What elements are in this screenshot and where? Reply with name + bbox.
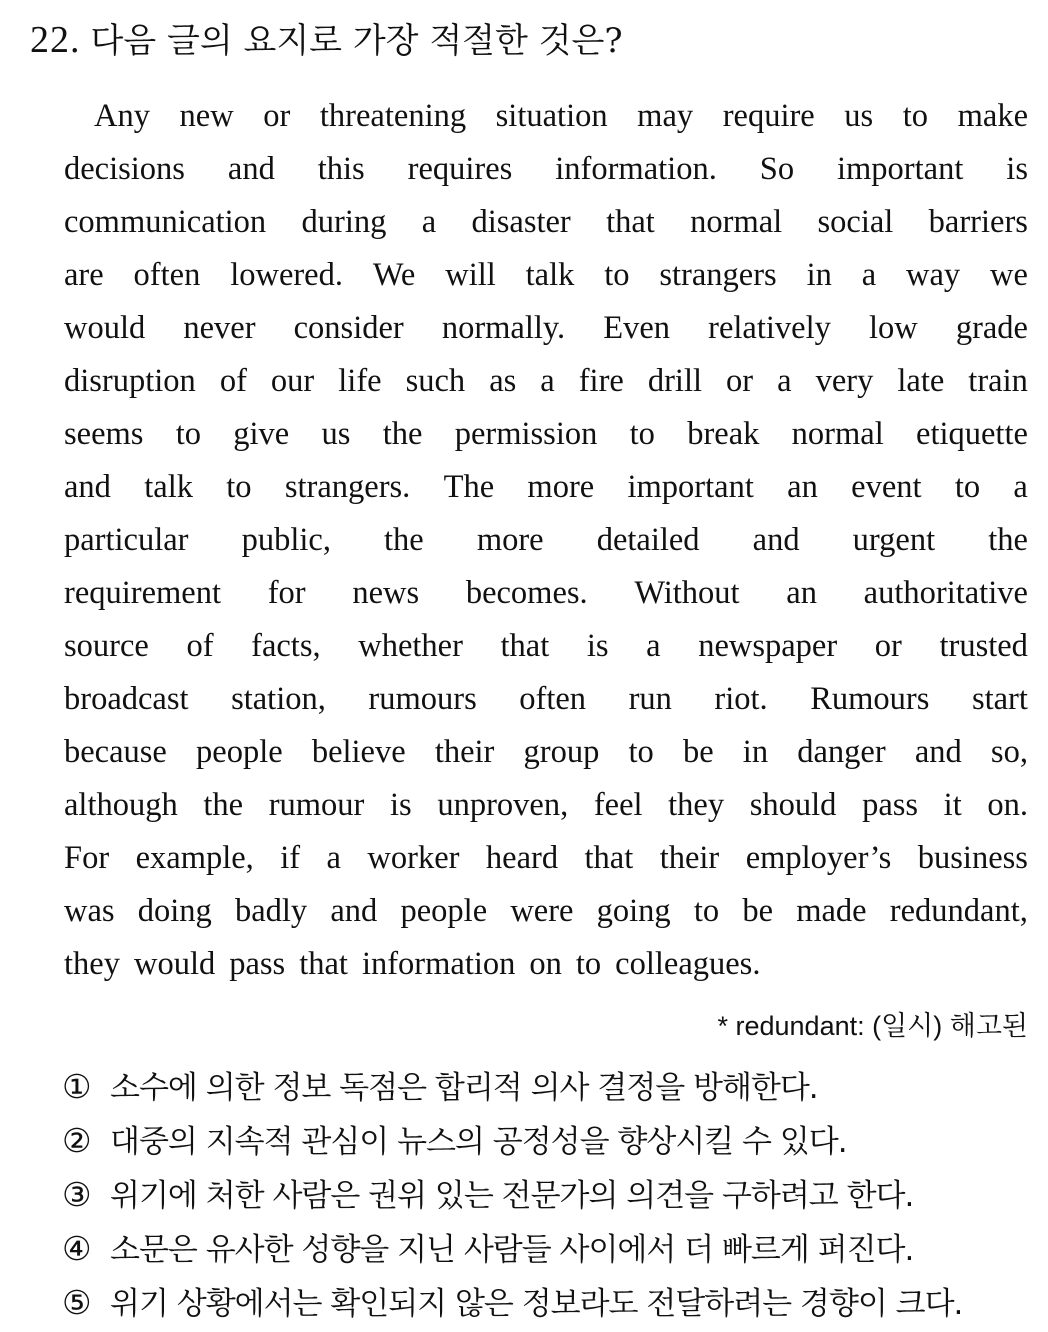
passage-line: disruption of our life such as a fire drill or a very late train [64, 363, 1028, 399]
vocabulary-footnote: * redundant: (일시) 해고된 [717, 1011, 1028, 1041]
reading-passage [64, 90, 1028, 991]
passage-line: because people believe their group to be in danger and so, [64, 734, 1028, 770]
passage-line: decisions and this requires information. So important is [64, 151, 1028, 187]
option-text: 위기에 처한 사람은 권위 있는 전문가의 의견을 구하려고 한다. [110, 1178, 914, 1214]
passage-line: and talk to strangers. The more important an event to a [64, 469, 1028, 505]
passage-line: would never consider normally. Even relatively low grade [64, 310, 1028, 346]
option-text: 소수에 의한 정보 독점은 합리적 의사 결정을 방해한다. [110, 1070, 818, 1106]
answer-options [62, 1060, 1032, 1330]
option-number: ④ [62, 1229, 91, 1268]
passage-line: was doing badly and people were going to be made redundant, [64, 893, 1028, 929]
passage-line: they would pass that information on to colleagues. [64, 946, 761, 982]
passage-line: are often lowered. We will talk to strangers in a way we [64, 257, 1028, 293]
option-number: ⑤ [62, 1283, 91, 1322]
passage-line: For example, if a worker heard that their employer’s business [64, 840, 1028, 876]
passage-line: Any new or threatening situation may require us to make [94, 98, 1028, 134]
passage-line: seems to give us the permission to break normal etiquette [64, 416, 1028, 452]
passage-line: communication during a disaster that normal social barriers [64, 204, 1028, 240]
option-number: ① [62, 1067, 91, 1106]
passage-line: requirement for news becomes. Without an authoritative [64, 575, 1028, 611]
question-prompt: 다음 글의 요지로 가장 적절한 것은? [90, 21, 623, 61]
answer-option-3[interactable] [62, 1168, 1032, 1222]
passage-line: source of facts, whether that is a newspaper or trusted [64, 628, 1028, 664]
option-text: 소문은 유사한 성향을 지닌 사람들 사이에서 더 빠르게 퍼진다. [110, 1232, 914, 1268]
option-number: ② [62, 1121, 91, 1160]
answer-option-4[interactable] [62, 1222, 1032, 1276]
option-number: ③ [62, 1175, 91, 1214]
passage-line: particular public, the more detailed and urgent the [64, 522, 1028, 558]
question-number: 22. [30, 19, 81, 61]
answer-option-2[interactable] [62, 1114, 1032, 1168]
option-text: 대중의 지속적 관심이 뉴스의 공정성을 향상시킬 수 있다. [110, 1124, 847, 1160]
question-header [30, 14, 623, 67]
answer-option-1[interactable] [62, 1060, 1032, 1114]
passage-line: although the rumour is unproven, feel they should pass it on. [64, 787, 1028, 823]
passage-line: broadcast station, rumours often run riot. Rumours start [64, 681, 1028, 717]
answer-option-5[interactable] [62, 1276, 1032, 1330]
option-text: 위기 상황에서는 확인되지 않은 정보라도 전달하려는 경향이 크다. [110, 1286, 963, 1322]
